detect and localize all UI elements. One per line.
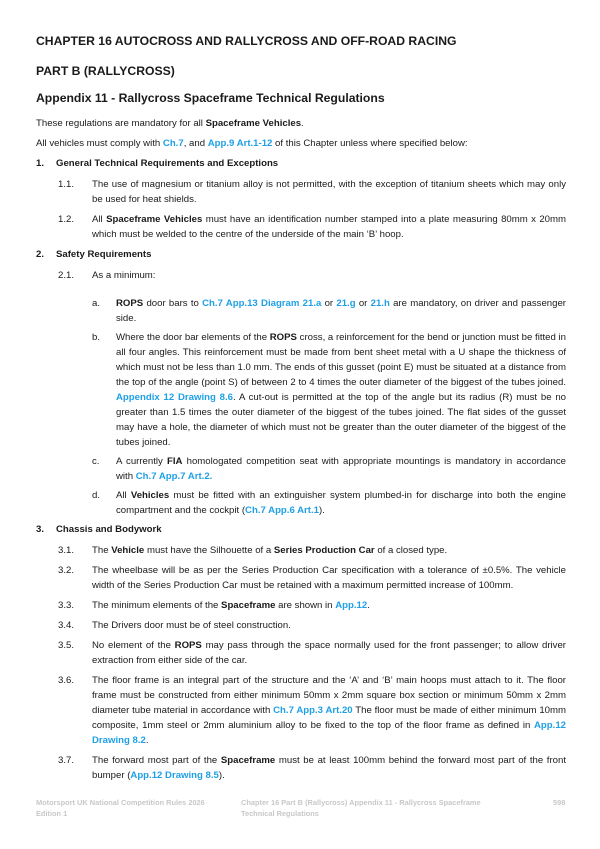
text-run: of a closed type. bbox=[374, 545, 448, 556]
section-title: Safety Requirements bbox=[56, 249, 152, 260]
clause-number: 1.2. bbox=[58, 214, 75, 225]
cross-reference-link[interactable]: App.9 Art.1-12 bbox=[207, 138, 273, 149]
text-run: . bbox=[367, 600, 370, 611]
clause-number: 2.1. bbox=[58, 270, 75, 281]
cross-reference-link[interactable]: Ch.7 App.6 Art.1 bbox=[245, 505, 319, 516]
clause bbox=[36, 177, 566, 207]
page-footer bbox=[36, 797, 566, 819]
clause-text bbox=[92, 673, 566, 748]
clause-number: 3.5. bbox=[58, 640, 75, 651]
text-run: ROPS bbox=[269, 332, 297, 343]
clause-text bbox=[92, 543, 566, 558]
clause-text bbox=[92, 212, 566, 242]
clause-text bbox=[92, 177, 566, 207]
text-run: The wheelbase will be as per the Series Production Car specification with a tolerance of ±0.5%. The vehicle width of the Series Production Car must be retained with a maximum permitted increase of 100mm. bbox=[92, 565, 566, 591]
intro-paragraph bbox=[36, 116, 566, 131]
text-run: cross, a reinforcement for the bend or junction must be fitted in all four angles. This reinforcement must be made from bent sheet metal with a U shape the thickness of which must not be less than 1.0 mm. The ends of this gusset (point E) must be situated at a distance from the top of the angle (point S) of between 2 to 4 times the outer diameter of the biggest of the tubes joined. bbox=[116, 332, 566, 388]
text-run: Series Production Car bbox=[273, 545, 375, 556]
text-run: must be fitted with an extinguisher system plumbed-in for discharge into both the engine compartment and the cockpit ( bbox=[116, 490, 567, 516]
text-run: . bbox=[145, 735, 149, 746]
text-run: must have the Silhouette of a bbox=[144, 545, 274, 556]
sub-clause-letter: a. bbox=[92, 298, 101, 309]
text-run: door bars to bbox=[143, 298, 203, 309]
text-run: ). bbox=[218, 770, 225, 781]
section-heading bbox=[36, 156, 566, 171]
clause-number: 3.1. bbox=[58, 545, 75, 556]
section-heading bbox=[36, 247, 566, 262]
text-run: Spaceframe bbox=[221, 600, 276, 611]
document-page bbox=[36, 0, 566, 783]
cross-reference-link[interactable]: App.12 Drawing 8.5 bbox=[130, 770, 219, 781]
text-run: The use of magnesium or titanium alloy is not permitted, with the exception of titanium sheets which may only be used for heat shields. bbox=[92, 179, 566, 205]
text-run: homologated competition seat with appropriate mountings is mandatory in accordance with bbox=[116, 456, 566, 482]
text-run: or bbox=[355, 298, 371, 309]
text-run: ROPS bbox=[116, 298, 144, 309]
text-run: Vehicle bbox=[111, 545, 145, 556]
footer-publication: Motorsport UK National Competition Rules 2026 Edition 1 bbox=[36, 798, 205, 818]
section-number: 2. bbox=[36, 249, 45, 260]
text-run: The floor must be made of either minimum 10mm composite, 1mm steel or 2mm aluminium alloy to be fixed to the top of the floor frame as defined in bbox=[92, 705, 566, 731]
intro bbox=[36, 116, 566, 151]
text-run: must be at least 100mm behind the forward most part of the front bumper ( bbox=[92, 755, 566, 781]
sub-clause bbox=[36, 454, 566, 484]
sub-clause-text bbox=[116, 488, 566, 518]
text-run: Spaceframe Vehicles bbox=[106, 214, 203, 225]
clause-number: 3.7. bbox=[58, 755, 75, 766]
part-title: PART B (RALLYCROSS) bbox=[36, 64, 175, 78]
clause-text bbox=[92, 598, 566, 613]
text-run: A currently bbox=[116, 456, 167, 467]
cross-reference-link[interactable]: Appendix 12 Drawing 8.6 bbox=[116, 392, 233, 403]
text-run: . A cut-out is permitted at the top of the angle but its radius (R) must be no greater than 1.5 times the outer diameter of the biggest of the tubes joined. The flat sides of the gusset may have a hole, the diameter of which must not be greater than the outer diameter of the biggest of the tubes joined. bbox=[116, 392, 567, 448]
sub-clause-text bbox=[116, 296, 566, 326]
text-run: Spaceframe Vehicles bbox=[205, 118, 302, 129]
clause bbox=[36, 268, 566, 283]
sub-clause bbox=[36, 296, 566, 326]
cross-reference-link[interactable]: App.12 bbox=[335, 600, 368, 611]
appendix-title: Appendix 11 - Rallycross Spaceframe Technical Regulations bbox=[36, 91, 385, 105]
text-run: These regulations are mandatory for all bbox=[36, 118, 206, 129]
cross-reference-link[interactable]: Ch.7 bbox=[162, 138, 184, 149]
cross-reference-link[interactable]: 21.g bbox=[336, 298, 356, 309]
chapter-title: CHAPTER 16 AUTOCROSS AND RALLYCROSS AND OFF-ROAD RACING bbox=[36, 34, 457, 48]
text-run: Where the door bar elements of the bbox=[116, 332, 270, 343]
cross-reference-link[interactable]: Ch.7 App.3 Art.20 bbox=[273, 705, 353, 716]
clause bbox=[36, 618, 566, 633]
clause-text bbox=[92, 618, 566, 633]
text-run: The forward most part of the bbox=[92, 755, 221, 766]
cross-reference-link[interactable]: Ch.7 App.7 Art.2. bbox=[135, 471, 213, 482]
sub-clause-letter: c. bbox=[92, 456, 100, 467]
sections bbox=[36, 156, 566, 783]
text-run: The minimum elements of the bbox=[92, 600, 222, 611]
clause-text bbox=[92, 638, 566, 668]
text-run: must have an identification number stamped into a plate measuring 80mm x 20mm which must be welded to the centre of the underside of the main ‘B’ hoop. bbox=[92, 214, 567, 240]
text-run: are mandatory, on driver and passenger side. bbox=[116, 298, 566, 324]
section-title: General Technical Requirements and Exceptions bbox=[56, 158, 279, 169]
text-run: As a minimum: bbox=[92, 270, 156, 281]
text-run: The Drivers door must be of steel construction. bbox=[92, 620, 291, 631]
clause-text bbox=[92, 563, 566, 593]
section-number: 1. bbox=[36, 158, 45, 169]
clause-number: 3.2. bbox=[58, 565, 75, 576]
text-run: The floor frame is an integral part of the structure and the ‘A’ and ‘B’ main hoops must attach to it. The floor frame must be constructed from either minimum 50mm x 2mm square box section or minimum 50mm x 2mm diameter tube material in accordance with bbox=[92, 675, 566, 716]
cross-reference-link[interactable]: 21.h bbox=[370, 298, 390, 309]
intro-paragraph bbox=[36, 136, 566, 151]
text-run: , and bbox=[183, 138, 208, 149]
text-run: FIA bbox=[167, 456, 183, 467]
cross-reference-link[interactable]: Ch.7 App.13 Diagram 21.a bbox=[202, 298, 322, 309]
clause-number: 3.6. bbox=[58, 675, 75, 686]
text-run: . bbox=[301, 118, 304, 129]
section-heading bbox=[36, 522, 566, 537]
clause bbox=[36, 563, 566, 593]
text-run: The bbox=[92, 545, 112, 556]
clause-number: 3.4. bbox=[58, 620, 75, 631]
clause bbox=[36, 753, 566, 783]
footer-chapter: Chapter 16 Part B (Rallycross) Appendix 11 - Rallycross Spaceframe Technical Regulations bbox=[241, 798, 481, 818]
section-number: 3. bbox=[36, 524, 45, 535]
text-run: All vehicles must comply with bbox=[36, 138, 163, 149]
text-run: No element of the bbox=[92, 640, 175, 651]
sub-clause bbox=[36, 330, 566, 450]
text-run: Spaceframe bbox=[220, 755, 276, 766]
sub-clause-text bbox=[116, 330, 566, 450]
sub-clause-letter: b. bbox=[92, 332, 101, 343]
cross-reference-link[interactable]: App.12 Drawing 8.2 bbox=[92, 720, 566, 746]
text-run: or bbox=[321, 298, 337, 309]
sub-clause-letter: d. bbox=[92, 490, 101, 501]
clause bbox=[36, 212, 566, 242]
footer-page-number: 598 bbox=[553, 798, 566, 807]
section-title: Chassis and Bodywork bbox=[56, 524, 162, 535]
sub-clause-text bbox=[116, 454, 566, 484]
clause bbox=[36, 638, 566, 668]
text-run: ROPS bbox=[174, 640, 202, 651]
clause-text bbox=[92, 753, 566, 783]
text-run: All bbox=[92, 214, 107, 225]
text-run: may pass through the space normally used for the front passenger; to allow driver extraction from either side of the car. bbox=[92, 640, 566, 666]
clause-number: 1.1. bbox=[58, 179, 75, 190]
text-run: of this Chapter unless where specified below: bbox=[272, 138, 468, 149]
sub-clause bbox=[36, 488, 566, 518]
clause bbox=[36, 598, 566, 613]
text-run: All bbox=[116, 490, 131, 501]
clause-number: 3.3. bbox=[58, 600, 75, 611]
text-run: ). bbox=[318, 505, 325, 516]
clause-text bbox=[92, 268, 566, 283]
clause bbox=[36, 543, 566, 558]
text-run: Vehicles bbox=[130, 490, 170, 501]
text-run: are shown in bbox=[275, 600, 336, 611]
clause bbox=[36, 673, 566, 748]
